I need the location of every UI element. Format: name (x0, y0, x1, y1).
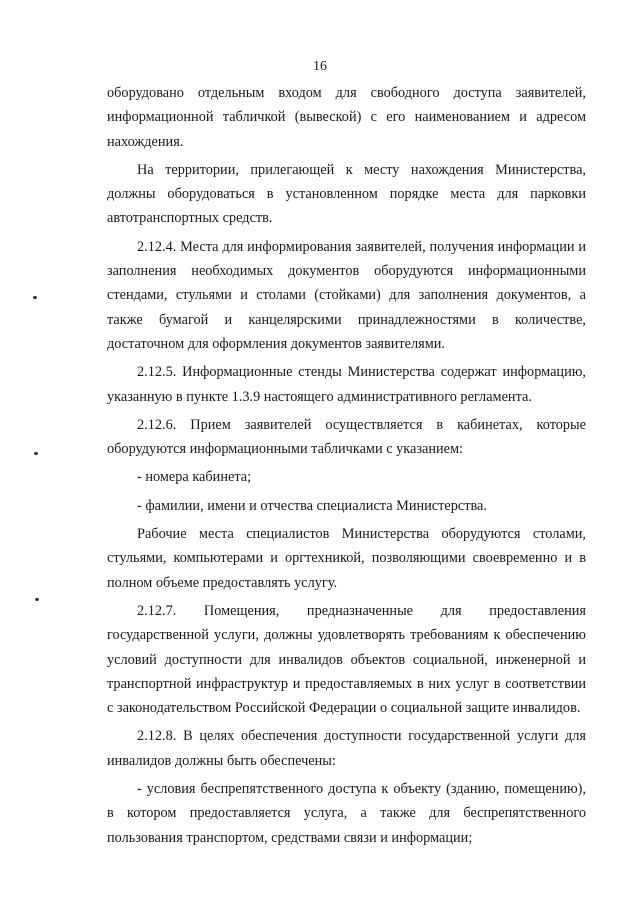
paragraph-2-12-7: 2.12.7. Помещения, предназначенные для предоставления государственной услуги, должны удовлетворять требованиям к обеспечению условий доступности для инвалидов объектов социальной, инженерной и транспортной инфраструктур и предоставляемых в них услуг в соответствии с законодательством Российской Федерации о социальной защите инвалидов. (107, 602, 586, 717)
paragraph-entrance: оборудовано отдельным входом для свободного доступа заявителей, информационной табличкой (вывеской) с его наименованием и адресом нахождения. (107, 85, 586, 150)
paragraph-2-12-4: 2.12.4. Места для информирования заявителей, получения информации и заполнения необходимых документов оборудуются информационными стендами, стульями и столами (стойками) для заполнения документов, а также бумагой и канцелярскими принадлежностями в количестве, достаточном для оформления документов заявителями. (107, 238, 586, 352)
paragraph-2-12-5: 2.12.5. Информационные стенды Министерства содержат информацию, указанную в пункте 1.3.9 настоящего административного регламента. (107, 364, 586, 405)
list-item-specialist-name: - фамилии, имени и отчества специалиста Министерства. (137, 497, 487, 514)
paragraph-2-12-6: 2.12.6. Прием заявителей осуществляется в кабинетах, которые оборудуются информационными табличками с указанием: (107, 416, 586, 458)
scan-speck (34, 452, 38, 455)
scan-speck (33, 296, 37, 299)
list-item-access-conditions: - условия беспрепятственного доступа к объекту (зданию, помещению), в котором предоставляется услуга, а также для беспрепятственного пользования транспортом, средствами связи и информации; (107, 781, 586, 846)
document-body (107, 81, 586, 850)
list-item-room-number: - номера кабинета; (137, 469, 252, 486)
scan-speck (35, 598, 39, 601)
page-number: 16 (313, 59, 327, 74)
paragraph-parking: На территории, прилегающей к месту нахождения Министерства, должны оборудоваться в установленном порядке места для парковки автотранспортных средств. (107, 161, 586, 227)
paragraph-2-12-8: 2.12.8. В целях обеспечения доступности государственной услуги для инвалидов должны быть обеспечены: (107, 728, 586, 769)
paragraph-workplaces: Рабочие места специалистов Министерства оборудуются столами, стульями, компьютерами и оргтехникой, позволяющими своевременно и в полном объеме предоставлять услугу. (107, 526, 586, 591)
